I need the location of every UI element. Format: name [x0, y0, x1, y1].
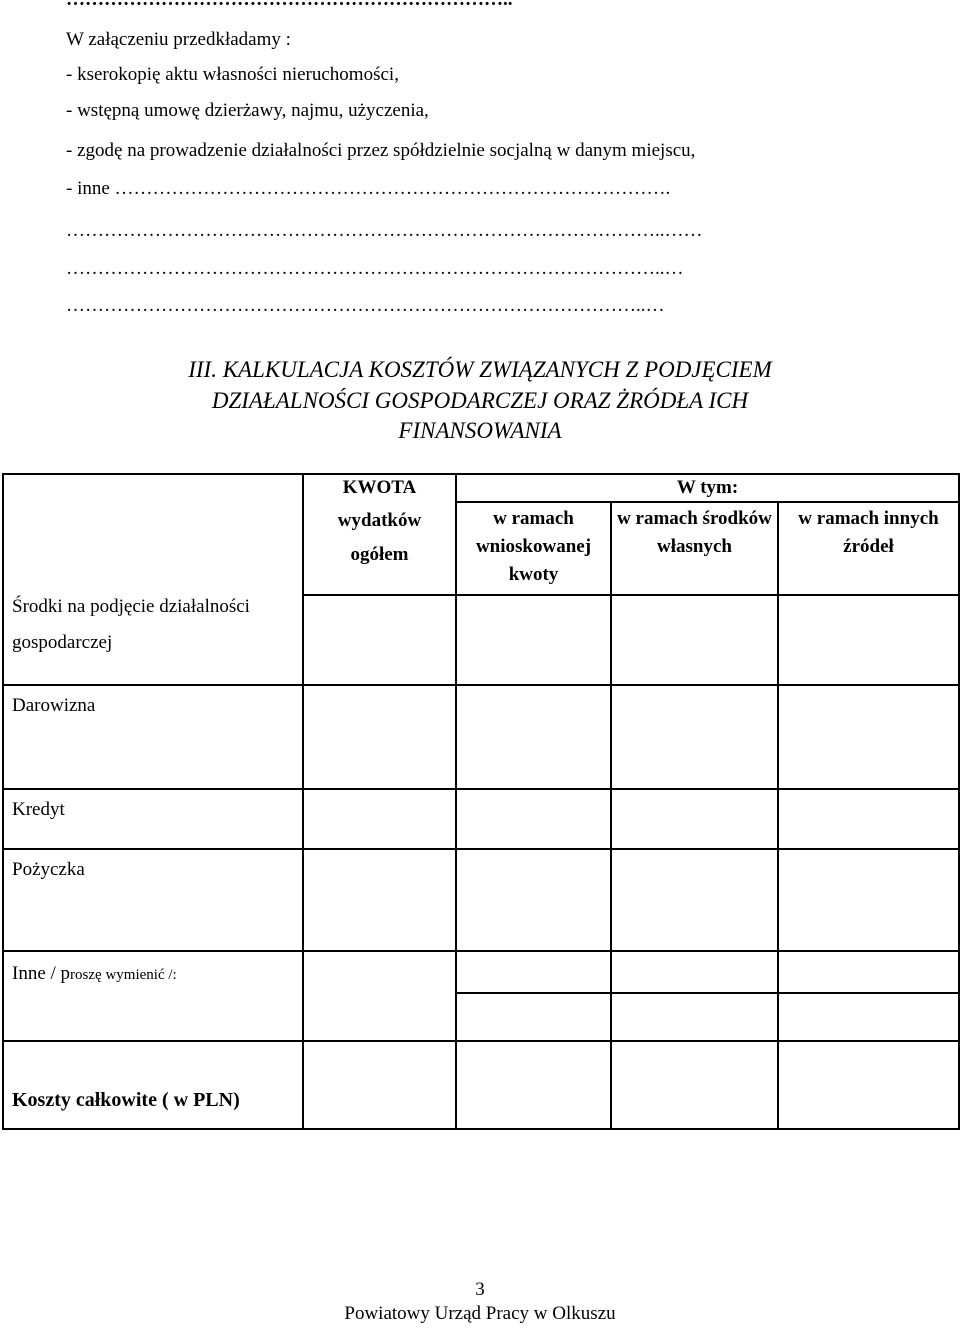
- innych-line-2: źródeł: [843, 536, 894, 557]
- kwota-header: [303, 474, 456, 502]
- attachment-item-4: - inne …………………………………………………………………………….: [66, 178, 671, 199]
- top-dots: [66, 0, 513, 9]
- cell-kredyt-wnioskowanej[interactable]: [456, 789, 611, 849]
- wlasnych-line-2: własnych: [657, 536, 732, 557]
- cell-kredyt-innych[interactable]: [778, 789, 959, 849]
- dot-line-3: ………………………………………………………………………………..…: [66, 295, 665, 316]
- footer-office: Powiatowy Urząd Pracy w Olkuszu: [344, 1303, 616, 1324]
- row-label-srodki: [3, 595, 303, 685]
- attachment-item-1: - kserokopię aktu własności nieruchomości,: [66, 64, 399, 85]
- wnioskowanej-line-2: wnioskowanej: [475, 536, 592, 557]
- srodki-line-2: gospodarczej: [12, 632, 113, 653]
- wydatkow-label: wydatków: [337, 510, 422, 531]
- cell-darowizna-ogolem[interactable]: [303, 685, 456, 789]
- row-label-pozyczka: [3, 849, 303, 951]
- table-row: [3, 789, 959, 849]
- cell-srodki-ogolem[interactable]: [303, 595, 456, 685]
- section-title-line-1: III. KALKULACJA KOSZTÓW ZWIĄZANYCH Z PODJĘCIEM: [188, 357, 772, 382]
- wydatkow-ogolem-header: [303, 502, 456, 595]
- row-label-koszty: [3, 1041, 303, 1129]
- row-label-kredyt: [3, 789, 303, 849]
- wlasnych-header: [611, 502, 778, 595]
- cell-darowizna-innych[interactable]: [778, 685, 959, 789]
- cell-pozyczka-wnioskowanej[interactable]: [456, 849, 611, 951]
- innych-line-1: w ramach innych: [798, 508, 939, 529]
- section-title-line-3: FINANSOWANIA: [398, 418, 562, 443]
- cell-pozyczka-ogolem[interactable]: [303, 849, 456, 951]
- koszty-label: Koszty całkowite ( w PLN): [12, 1089, 240, 1111]
- row-label-inne: [3, 951, 303, 993]
- cell-srodki-innych[interactable]: [778, 595, 959, 685]
- ogolem-label: ogółem: [350, 544, 409, 565]
- kredyt-label: Kredyt: [12, 799, 65, 820]
- cell-kredyt-wlasnych[interactable]: [611, 789, 778, 849]
- cell-kredyt-ogolem[interactable]: [303, 789, 456, 849]
- dot-line-2: …………………………………………………………………………………..…: [66, 258, 684, 279]
- cell-inne-wnioskowanej-2[interactable]: [456, 993, 611, 1041]
- table-row: [3, 993, 959, 1041]
- cell-inne-wnioskowanej[interactable]: [456, 951, 611, 993]
- header-empty-cell: [3, 474, 303, 595]
- inne-label: [4, 952, 302, 993]
- srodki-line-1: Środki na podjęcie działalności: [12, 596, 250, 617]
- darowizna-label: Darowizna: [12, 695, 96, 716]
- cell-inne-innych-2[interactable]: [778, 993, 959, 1041]
- kwota-label: KWOTA: [342, 477, 417, 498]
- table-row: [3, 849, 959, 951]
- inne-specify-cell[interactable]: [3, 993, 303, 1041]
- row-label-darowizna: [3, 685, 303, 789]
- page-number: 3: [475, 1279, 485, 1300]
- wlasnych-line-1: w ramach środków: [617, 508, 772, 529]
- cell-koszty-innych[interactable]: [778, 1041, 959, 1129]
- cell-srodki-wnioskowanej[interactable]: [456, 595, 611, 685]
- wnioskowanej-header: [456, 502, 611, 595]
- cell-koszty-wnioskowanej[interactable]: [456, 1041, 611, 1129]
- wnioskowanej-line-3: kwoty: [508, 564, 559, 585]
- cost-calculation-table: [2, 473, 960, 1130]
- pozyczka-label: Pożyczka: [12, 859, 85, 880]
- table-row: [3, 1041, 959, 1129]
- intro-lead: W załączeniu przedkładamy :: [66, 29, 291, 50]
- inne-small-text: roszę wymienić /:: [70, 967, 177, 983]
- table-row: [3, 951, 959, 993]
- cell-darowizna-wlasnych[interactable]: [611, 685, 778, 789]
- cell-koszty-wlasnych[interactable]: [611, 1041, 778, 1129]
- wnioskowanej-line-1: w ramach: [493, 508, 574, 529]
- cell-darowizna-wnioskowanej[interactable]: [456, 685, 611, 789]
- cell-pozyczka-wlasnych[interactable]: [611, 849, 778, 951]
- innych-header: [778, 502, 959, 595]
- cell-inne-ogolem[interactable]: [303, 951, 456, 993]
- cell-pozyczka-innych[interactable]: [778, 849, 959, 951]
- cell-inne-wlasnych[interactable]: [611, 951, 778, 993]
- cell-koszty-ogolem[interactable]: [303, 1041, 456, 1129]
- table-row: [3, 685, 959, 789]
- cell-inne-wlasnych-2[interactable]: [611, 993, 778, 1041]
- cell-srodki-wlasnych[interactable]: [611, 595, 778, 685]
- table-row: [3, 595, 959, 685]
- w-tym-header: [456, 474, 959, 502]
- attachment-item-3: - zgodę na prowadzenie działalności przez spółdzielnie socjalną w danym miejscu,: [66, 140, 696, 161]
- cell-inne-ogolem-cont[interactable]: [303, 993, 456, 1041]
- cell-inne-innych[interactable]: [778, 951, 959, 993]
- inne-main-text: Inne / p: [12, 963, 71, 984]
- dot-line-1: …………………………………………………………………………………..……: [66, 220, 703, 241]
- section-title-line-2: DZIAŁALNOŚCI GOSPODARCZEJ ORAZ ŻRÓDŁA ICH: [211, 388, 749, 413]
- w-tym-label: W tym:: [676, 477, 739, 498]
- attachment-item-2: - wstępną umowę dzierżawy, najmu, użyczenia,: [66, 100, 429, 121]
